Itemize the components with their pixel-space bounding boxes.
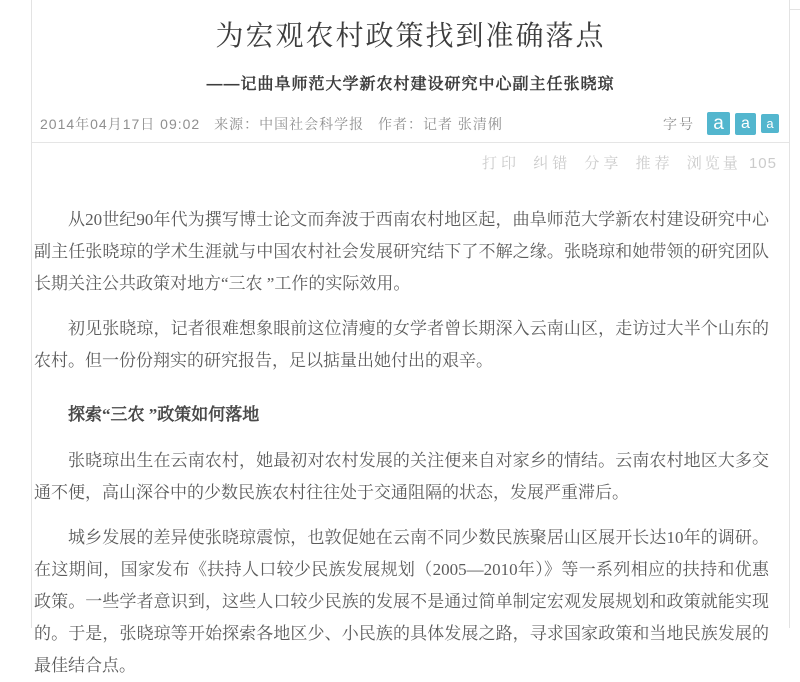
author-label: 作者：记者 张清俐 <box>378 115 503 132</box>
source-label: 来源：中国社会科学报 <box>214 115 365 132</box>
views-count: 105 <box>748 155 777 172</box>
paragraph: 城乡发展的差异使张晓琼震惊，也敦促她在云南不同少数民族聚居山区展开长达10年的调研。在这期间，国家发布《扶持人口较少民族发展规划（2005—2010年）》等一系列相应的扶持和优惠政策。一些学者意识到，这些人口较少民族的发展不是通过简单制定宏观发展规划和政策就能实现的。于是，张晓琼等开始探索各地区少、小民族的具体发展之路，寻求国家政策和当地民族发展的最佳结合点。 <box>34 528 769 675</box>
toolbar <box>32 152 789 173</box>
meta-info <box>40 114 513 134</box>
page-title: 为宏观农村政策找到准确落点 <box>215 21 606 52</box>
article-body <box>32 204 789 682</box>
section-heading: 探索“三农 ”政策如何落地 <box>68 405 260 424</box>
paragraph: 从20世纪90年代为撰写博士论文而奔波于西南农村地区起，曲阜师范大学新农村建设研究中心副主任张晓琼的学术生涯就与中国农村社会发展研究结下了不解之缘。张晓琼和她带领的研究团队长期关注公共政策对地方“三农 ”工作的实际效用。 <box>34 210 769 293</box>
error-correction-link[interactable]: 纠错 <box>533 155 572 172</box>
share-link[interactable]: 分享 <box>584 155 623 172</box>
font-size-label: 字号 <box>663 115 695 132</box>
publish-datetime: 2014年04月17日 09:02 <box>40 115 201 132</box>
print-link[interactable]: 打印 <box>482 155 521 172</box>
recommend-link[interactable]: 推荐 <box>635 155 674 172</box>
meta-row <box>32 105 789 143</box>
sidebar-edge-divider <box>790 9 800 10</box>
paragraph: 张晓琼出生在云南农村，她最初对农村发展的关注便来自对家乡的情结。云南农村地区大多交通不便，高山深谷中的少数民族农村往往处于交通阻隔的状态，发展严重滞后。 <box>34 451 769 502</box>
article-content-column <box>31 0 790 675</box>
page-subtitle: ——记曲阜师范大学新农村建设研究中心副主任张晓琼 <box>206 76 615 93</box>
font-size-medium-button[interactable]: a <box>735 113 756 135</box>
views-label: 浏览量 <box>686 155 741 172</box>
font-size-small-button[interactable]: a <box>761 114 779 133</box>
font-size-control <box>663 112 779 135</box>
paragraph: 初见张晓琼，记者很难想象眼前这位清瘦的女学者曾长期深入云南山区，走访过大半个山东的农村。但一份份翔实的研究报告，足以掂量出她付出的艰辛。 <box>34 319 769 370</box>
font-size-large-button[interactable]: a <box>707 112 730 135</box>
